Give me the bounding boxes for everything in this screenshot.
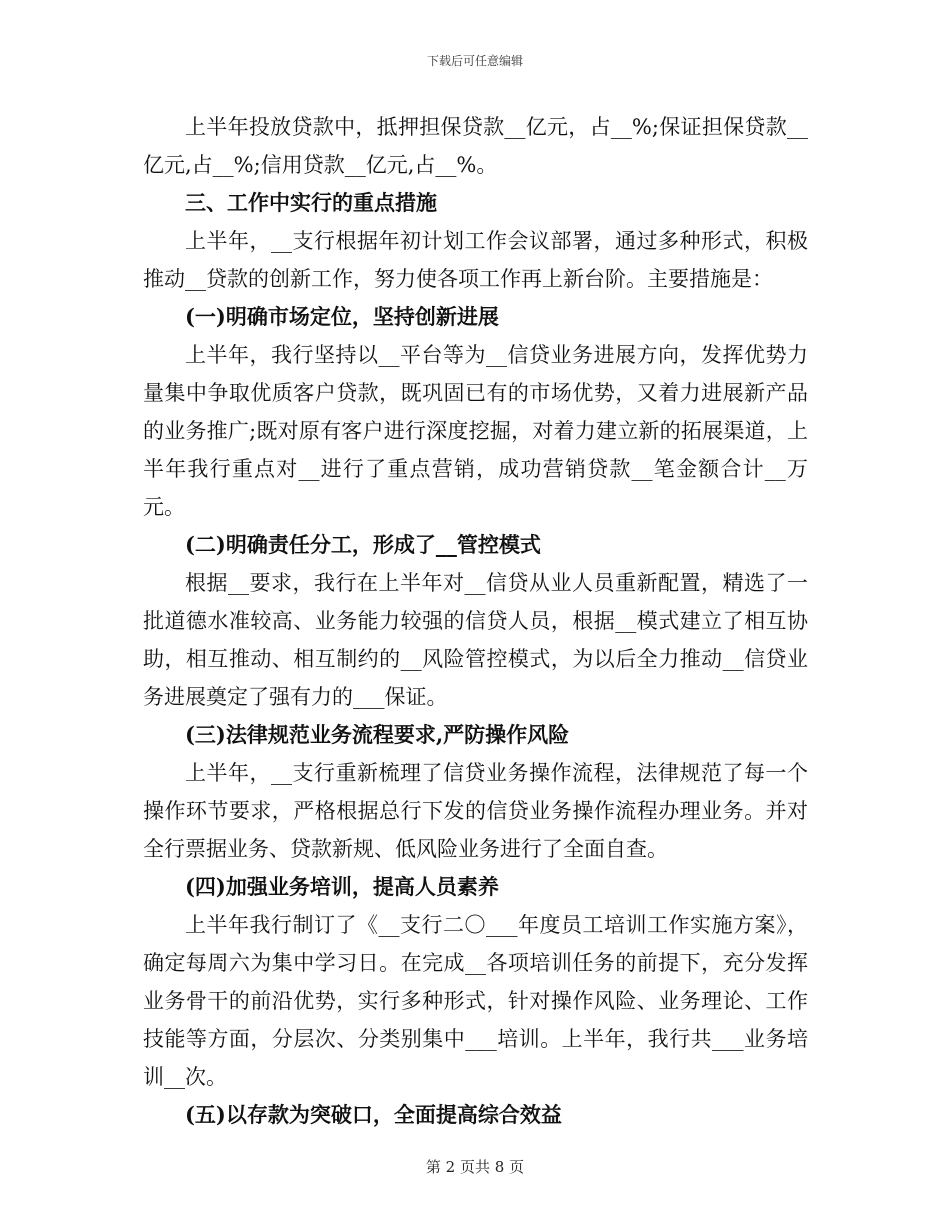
paragraph-measures-intro: 上半年，__支行根据年初计划工作会议部署，通过多种形式，积极推动__贷款的创新工作，努力使各项工作再上新台阶。主要措施是： [143, 229, 808, 291]
paragraph-responsibility: 根据__要求，我行在上半年对__信贷从业人员重新配置，精选了一批道德水准较高、业务能力较强的信贷人员，根据__模式建立了相互协助，相互推动、相互制约的__风险管控模式，为以后全力推动__信贷业务进展奠定了强有力的___保证。 [143, 571, 808, 709]
paragraph-process-risk: 上半年，__支行重新梳理了信贷业务操作流程，法律规范了每一个操作环节要求，严格根据总行下发的信贷业务操作流程办理业务。并对全行票据业务、贷款新规、低风险业务进行了全面自查。 [143, 761, 808, 861]
subheading-deposits: (五)以存款为突破口，全面提高综合效益 [185, 1102, 562, 1127]
paragraph-market-positioning: 上半年，我行坚持以__平台等为__信贷业务进展方向，发挥优势力量集中争取优质客户贷款，既巩固已有的市场优势，又着力进展新产品的业务推广;既对原有客户进行深度挖掘，对着力建立新的拓展渠道，上半年我行重点对__进行了重点营销，成功营销贷款__笔金额合计__万元。 [143, 343, 808, 519]
document-body [143, 108, 808, 1134]
paragraph-training: 上半年我行制订了《__支行二〇___年度员工培训工作实施方案》，确定每周六为集中学习日。在完成__各项培训任务的前提下，充分发挥业务骨干的前沿优势，实行多种形式，针对操作风险、业务理论、工作技能等方面，分层次、分类别集中___培训。上半年，我行共___业务培训__次。 [143, 913, 808, 1089]
page-number: 第 2 页共 8 页 [425, 1158, 525, 1176]
page-header-note: 下载后可任意编辑 [426, 54, 523, 68]
paragraph-loan-breakdown: 上半年投放贷款中，抵押担保贷款__亿元，占__%;保证担保贷款__亿元,占__%;信用贷款__亿元,占__%。 [143, 115, 808, 177]
subheading-training: (四)加强业务培训，提高人员素养 [185, 874, 499, 899]
section-heading-key-measures: 三、工作中实行的重点措施 [185, 190, 437, 215]
subheading-process-risk: (三)法律规范业务流程要求,严防操作风险 [185, 722, 570, 747]
subheading-responsibility: (二)明确责任分工，形成了__管控模式 [185, 532, 541, 557]
subheading-market-positioning: (一)明确市场定位，坚持创新进展 [185, 304, 499, 329]
